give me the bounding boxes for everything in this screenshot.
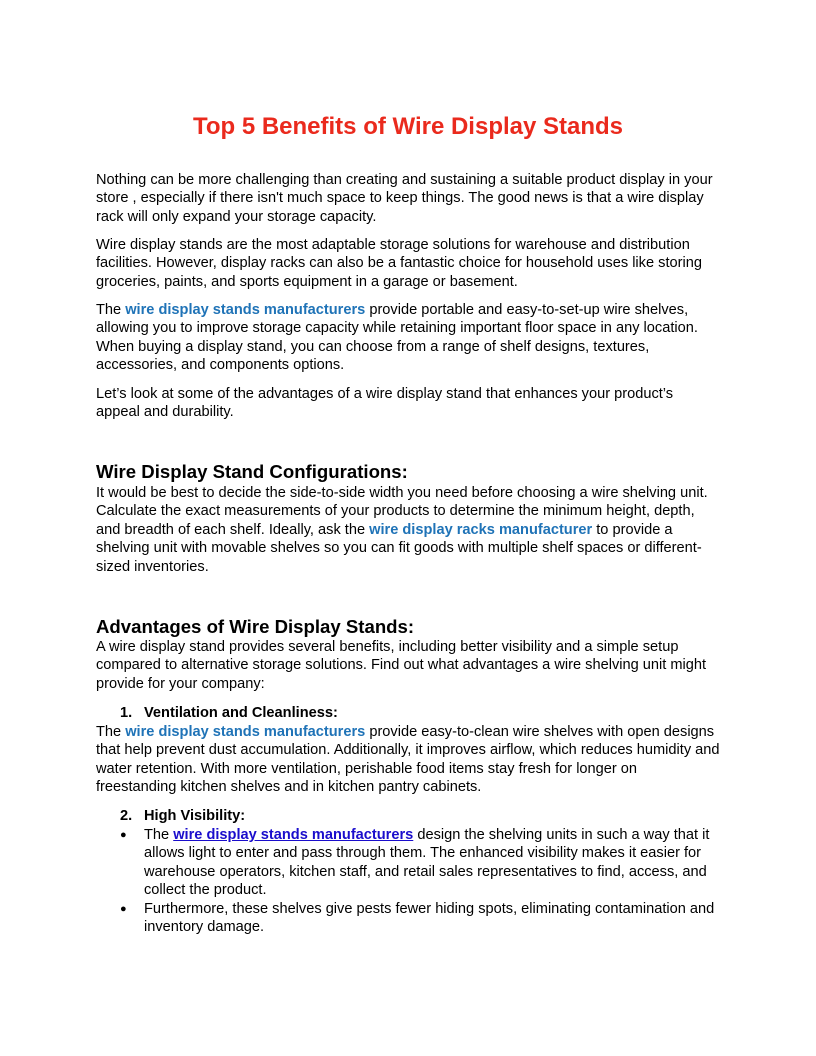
advantage-1-text-after: provide easy-to-clean wire shelves with open designs that help prevent dust accumulation. Additionally, it improves airflow, which reduces humidity and water retention. With more ventilation, perishable food items stay fresh for longer on freestanding kitchen shelves and in kitchen pantry cabinets. xyxy=(96,724,720,796)
advantage-2-number: 2. xyxy=(120,808,133,824)
config-paragraph xyxy=(96,484,720,576)
advantage-1-heading xyxy=(120,704,338,722)
intro-paragraph-1: Nothing can be more challenging than creating and sustaining a suitable product display in your store , especially if there isn't much space to keep things. The good news is that a wire display rack will only expand your storage capacity. xyxy=(96,172,713,225)
advantage-2-title: High Visibility: xyxy=(144,808,246,824)
bullet-1-text xyxy=(144,826,720,900)
bullet-dot-icon: ● xyxy=(120,903,127,915)
wire-display-stands-manufacturers-link-2[interactable]: wire display stands manufacturers xyxy=(125,724,366,740)
advantages-intro: A wire display stand provides several benefits, including better visibility and a simple setup compared to alternative storage solutions. Find out what advantages a wire shelving unit might provide for your company: xyxy=(96,639,707,692)
intro-p3-before: The xyxy=(96,302,126,318)
page-title: Top 5 Benefits of Wire Display Stands xyxy=(192,113,624,140)
wire-display-stands-manufacturers-link-3[interactable]: wire display stands manufacturers xyxy=(173,827,414,843)
config-heading: Wire Display Stand Configurations: xyxy=(96,461,408,482)
bullet-1-before: The xyxy=(144,827,174,843)
intro-paragraph-3 xyxy=(96,301,720,375)
advantage-1-number: 1. xyxy=(120,705,133,721)
bullet-item-2 xyxy=(120,900,720,937)
advantage-1-paragraph xyxy=(96,723,720,797)
bullet-item-1 xyxy=(120,826,720,900)
config-text-before: It would be best to decide the side-to-side width you need before choosing a wire shelving unit. Calculate the exact measurements of your products to determine the minimum height, depth, and breadth of each shelf. Ideally, ask the xyxy=(96,485,708,538)
intro-paragraph-4: Let’s look at some of the advantages of a wire display stand that enhances your product’s appeal and durability. xyxy=(96,386,674,421)
bullet-1-after: design the shelving units in such a way that it allows light to enter and pass through them. The enhanced visibility makes it easier for warehouse operators, kitchen staff, and retail sales representatives to find, access, and collect the product. xyxy=(144,827,710,899)
intro-paragraph-2: Wire display stands are the most adaptable storage solutions for warehouse and distribution facilities. However, display racks can also be a fantastic choice for household uses like storing groceries, paints, and sports equipment in a garage or basement. xyxy=(96,237,702,290)
wire-display-stands-manufacturers-link[interactable]: wire display stands manufacturers xyxy=(125,302,366,318)
bullet-2-text: Furthermore, these shelves give pests fewer hiding spots, eliminating contamination and inventory damage. xyxy=(144,901,715,936)
advantage-2-heading xyxy=(120,807,245,825)
bullet-dot-icon: ● xyxy=(120,829,127,841)
advantage-1-title: Ventilation and Cleanliness: xyxy=(144,705,338,721)
advantage-1-text-before: The xyxy=(96,724,126,740)
advantages-heading: Advantages of Wire Display Stands: xyxy=(96,616,415,637)
intro-p3-after: provide portable and easy-to-set-up wire shelves, allowing you to improve storage capacity while retaining important floor space in any location. When buying a display stand, you can choose from a range of shelf designs, textures, accessories, and components options. xyxy=(96,302,698,374)
wire-display-racks-manufacturer-link[interactable]: wire display racks manufacturer xyxy=(369,521,593,538)
config-text-after: to provide a shelving unit with movable shelves so you can fit goods with multiple shelf spaces or different-sized inventories. xyxy=(96,521,702,575)
